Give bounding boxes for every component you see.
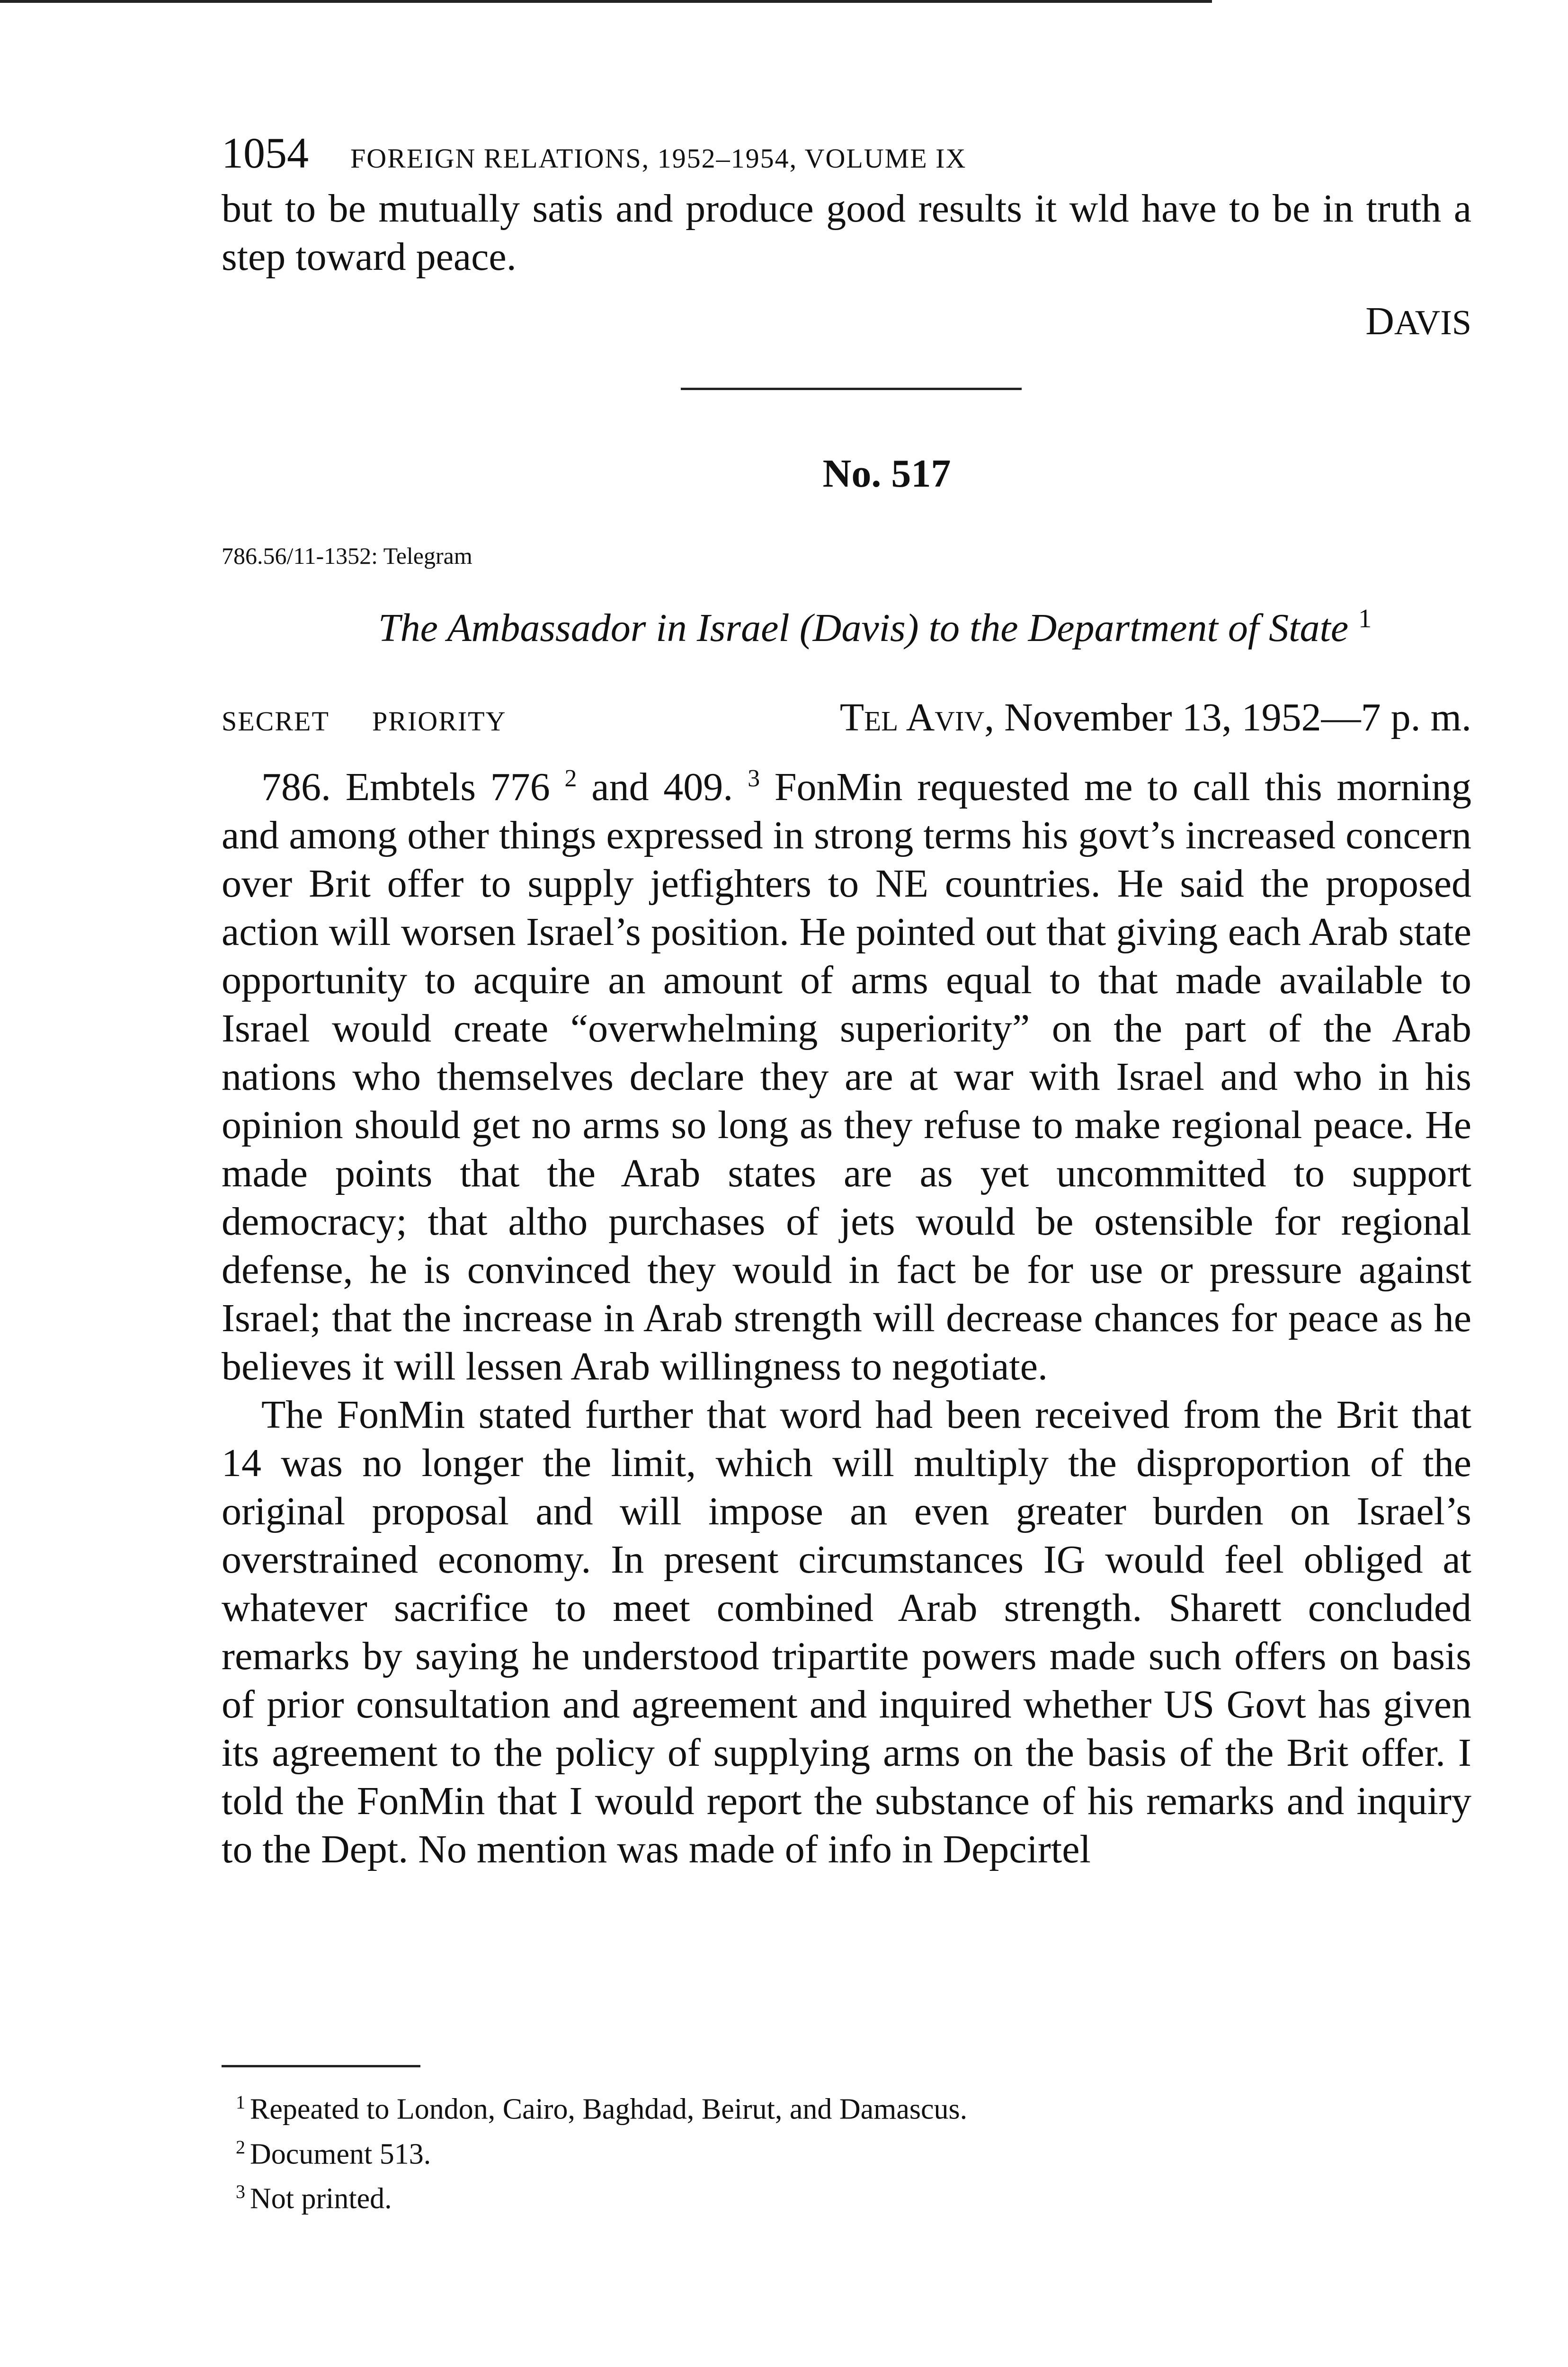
footnote-marker-1: 1	[1358, 604, 1372, 633]
footnote-marker-2: 2	[564, 765, 577, 792]
footnotes	[222, 2083, 1471, 2218]
precedence: PRIORITY	[372, 706, 507, 737]
signature-rest: AVIS	[1394, 303, 1471, 342]
footnote-2-text: Document 513.	[250, 2138, 431, 2171]
footnote-2	[222, 2128, 1471, 2173]
place-and-date	[840, 694, 1471, 740]
footnote-1	[222, 2083, 1471, 2128]
footnote-3-text: Not printed.	[250, 2182, 392, 2215]
page-number: 1054	[222, 129, 309, 177]
document-number: No. 517	[822, 452, 951, 496]
file-reference: 786.56/11-1352: Telegram	[222, 543, 472, 569]
dateline	[222, 694, 1471, 740]
date: November 13, 1952—7 p. m.	[1004, 695, 1471, 739]
document-page	[222, 128, 1471, 2218]
footnote-2-marker: 2	[236, 2136, 245, 2158]
paragraph-1-part-3: FonMin requested me to call this morning and among other things expressed in strong terms his govt’s increased concern over Brit offer to supply jetfighters to NE countries. He said the proposed action will worsen Israel’s position. He pointed out that giving each Arab state opportunity to acquire an amount of arms equal to that made available to Israel would create “overwhelming superiority” on the part of the Arab nations who themselves declare they are at war with Israel and who in his opinion should get no arms so long as they refuse to make regional peace. He made points that the Arab states are as yet uncommitted to support democracy; that altho purchases of jets would be ostensible for regional defense, he is convinced they would in fact be for use or pressure against Israel; that the increase in Arab strength will decrease chances for peace as he believes it will lessen Arab willingness to negotiate.	[222, 765, 1472, 1388]
previous-document-closing-text: but to be mutually satis and produce good results it wld have to be in truth a step toward peace.	[222, 187, 1471, 279]
footnote-3-marker: 3	[236, 2181, 245, 2203]
paragraph-1-part-1: 786. Embtels 776	[261, 765, 550, 809]
document-separator-rule	[681, 388, 1022, 390]
footnote-1-text: Repeated to London, Cairo, Baghdad, Beirut, and Damascus.	[250, 2093, 968, 2126]
previous-document-signature	[222, 298, 1471, 344]
paragraph-1-part-2: and 409.	[591, 765, 733, 809]
footnote-1-marker: 1	[236, 2091, 245, 2113]
footnote-separator-rule	[222, 2065, 420, 2067]
paragraph-1	[222, 763, 1471, 1391]
footnote-marker-3: 3	[748, 765, 760, 792]
paragraph-2: The FonMin stated further that word had been received from the Brit that 14 was no longer the limit, which will multiply the disproportion of the original proposal and will impose an even greater burden on Israel’s overstrained economy. In present circumstances IG would feel obliged at whatever sacrifice to meet combined Arab strength. Sharett concluded remarks by saying he understood tripartite powers made such offers on basis of prior consultation and agreement and inquired whether US Govt has given its agreement to the policy of supplying arms on the basis of the Brit offer. I told the FonMin that I would report the substance of his remarks and inquiry to the Dept. No mention was made of info in Depcirtel	[222, 1393, 1471, 1871]
classification: SECRET	[222, 706, 330, 737]
footnote-3	[222, 2173, 1471, 2218]
signature-initial: D	[1365, 299, 1394, 343]
running-header	[222, 128, 1471, 185]
document-title	[222, 604, 1471, 651]
document-title-text: The Ambassador in Israel (Davis) to the Department of State	[378, 606, 1349, 650]
top-border-rule	[0, 0, 1212, 3]
place: Tel Aviv,	[839, 695, 995, 739]
running-title: FOREIGN RELATIONS, 1952–1954, VOLUME IX	[350, 143, 967, 174]
